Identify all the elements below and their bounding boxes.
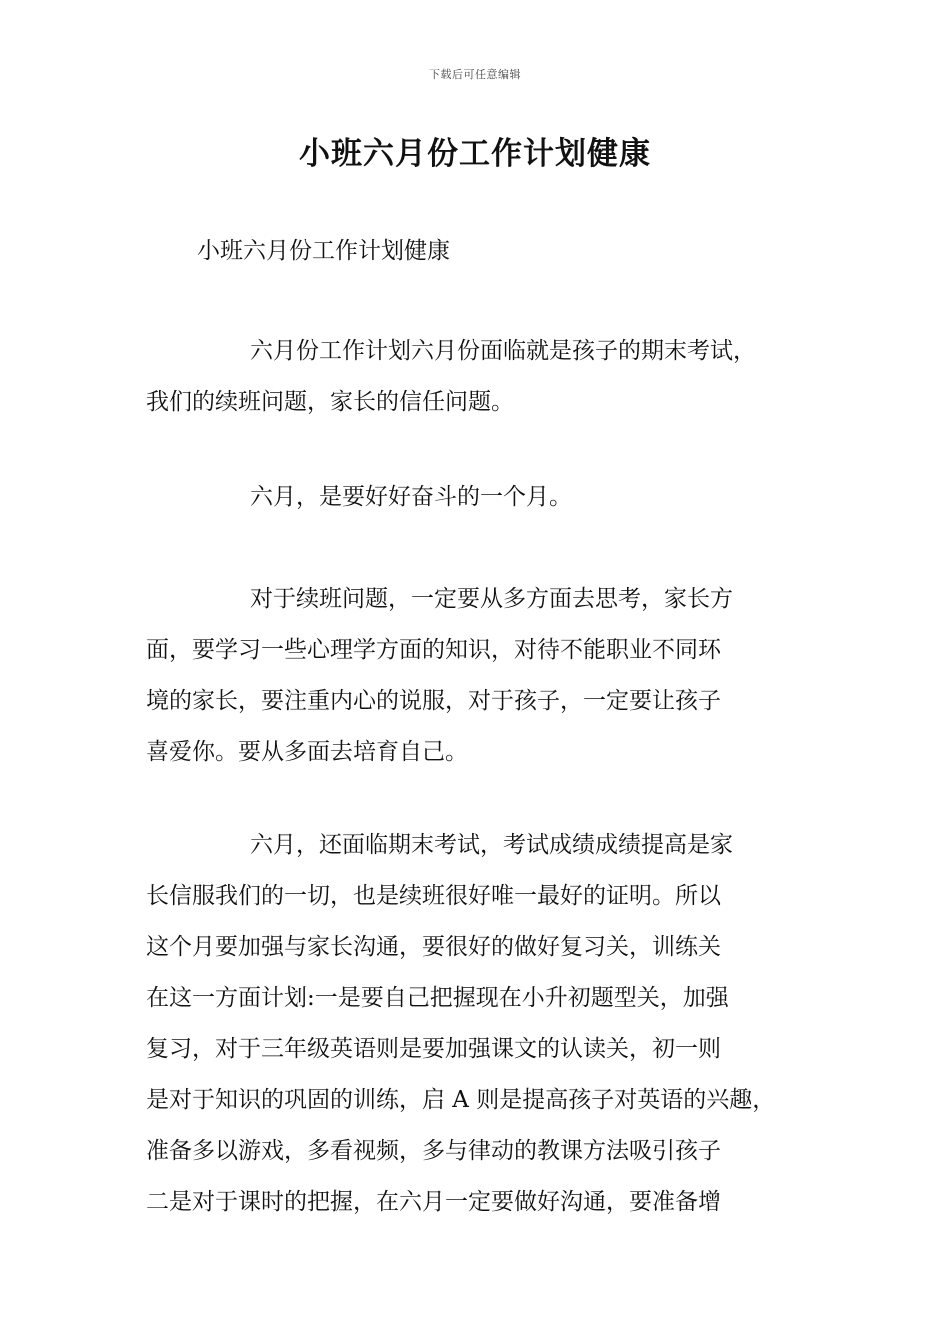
document-subtitle: 小班六月份工作计划健康 bbox=[197, 238, 450, 264]
paragraph-line: 这个月要加强与家长沟通，要很好的做好复习关，训练关 bbox=[146, 934, 721, 960]
paragraph-line: 喜爱你。要从多面去培育自己。 bbox=[146, 739, 468, 765]
document-title: 小班六月份工作计划健康 bbox=[299, 136, 651, 172]
paragraph-line: 六月份工作计划六月份面临就是孩子的期末考试， bbox=[250, 338, 756, 364]
paragraph-line: 长信服我们的一切，也是续班很好唯一最好的证明。所以 bbox=[146, 883, 721, 909]
paragraph-line: 在这一方面计划:一是要自己把握现在小升初题型关，加强 bbox=[146, 985, 729, 1011]
paragraph-line: 我们的续班问题，家长的信任问题。 bbox=[146, 389, 514, 415]
paragraph-3 bbox=[146, 574, 811, 778]
paragraph-line: 对于续班问题，一定要从多方面去思考，家长方 bbox=[250, 586, 733, 612]
paragraph-1 bbox=[146, 326, 811, 428]
paragraph-line: 面，要学习一些心理学方面的知识，对待不能职业不同环 bbox=[146, 637, 721, 663]
paragraph-line: 准备多以游戏，多看视频，多与律动的教课方法吸引孩子 bbox=[146, 1138, 721, 1164]
paragraph-line: 二是对于课时的把握，在六月一定要做好沟通，要准备增 bbox=[146, 1189, 721, 1215]
paragraph-line: 境的家长，要注重内心的说服，对于孩子，一定要让孩子 bbox=[146, 688, 721, 714]
paragraph-4 bbox=[146, 820, 811, 1228]
paragraph-2 bbox=[146, 472, 811, 523]
paragraph-line: 是对于知识的巩固的训练，启 A 则是提高孩子对英语的兴趣， bbox=[146, 1087, 776, 1113]
header-note: 下载后可任意编辑 bbox=[429, 68, 521, 81]
paragraph-line: 六月，还面临期末考试，考试成绩成绩提高是家 bbox=[250, 832, 733, 858]
paragraph-line: 六月，是要好好奋斗的一个月。 bbox=[250, 484, 572, 510]
paragraph-line: 复习，对于三年级英语则是要加强课文的认读关，初一则 bbox=[146, 1036, 721, 1062]
